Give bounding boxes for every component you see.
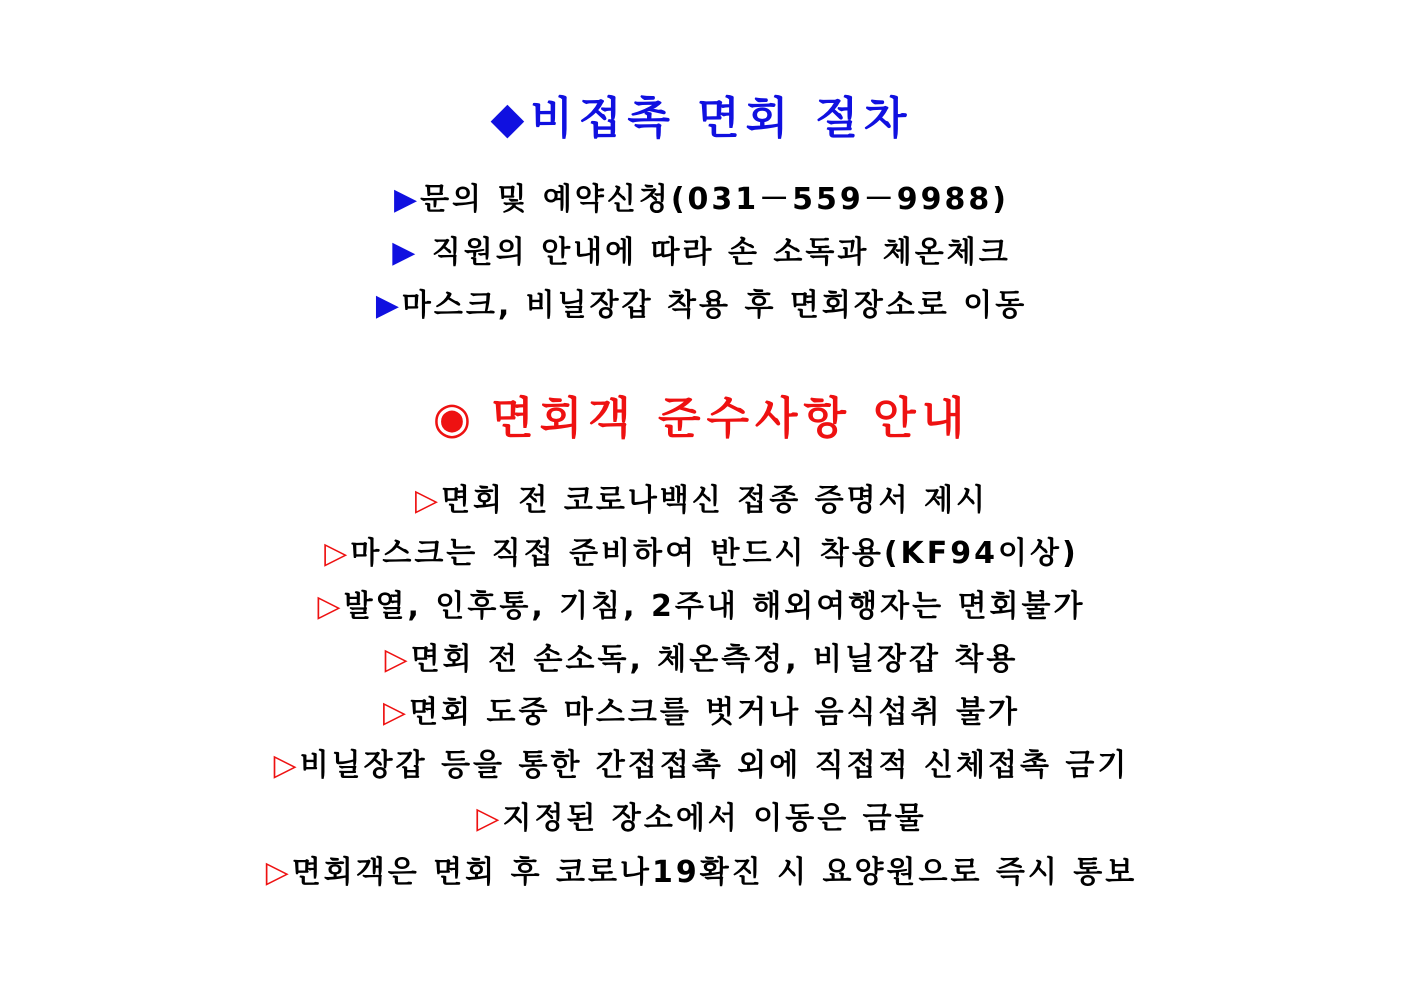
section1-item-3 (0, 286, 1403, 326)
section2-title-text: 면회객 준수사항 안내 (491, 393, 971, 444)
section2-item-5 (0, 693, 1403, 733)
section2-item-8-text: 면회객은 면회 후 코로나19확진 시 요양원으로 즉시 통보 (291, 855, 1138, 890)
section2-item-5-text: 면회 도중 마스크를 벗거나 음식섭취 불가 (409, 695, 1020, 730)
bullseye-icon: ◉ (432, 393, 478, 444)
section2-item-4-text: 면회 전 손소독, 체온측정, 비닐장갑 착용 (410, 642, 1019, 677)
section1-item-1 (0, 180, 1403, 220)
triangle-outline-icon: ▷ (317, 589, 344, 624)
section1-item-1-text: 문의 및 예약신청(031－559－9988) (420, 182, 1009, 217)
triangle-outline-icon: ▷ (383, 695, 410, 730)
triangle-filled-icon: ▶ (375, 288, 402, 323)
triangle-outline-icon: ▷ (324, 536, 351, 571)
section1-title (0, 91, 1403, 147)
section2-item-3-text: 발열, 인후통, 기침, 2주내 해외여행자는 면회불가 (343, 589, 1086, 624)
triangle-outline-icon: ▷ (265, 855, 292, 890)
section2-item-7 (0, 799, 1403, 839)
section2-item-8 (0, 853, 1403, 893)
section2-item-1 (0, 481, 1403, 521)
triangle-filled-icon: ▶ (394, 182, 421, 217)
section2-item-6 (0, 746, 1403, 786)
triangle-outline-icon: ▷ (384, 642, 411, 677)
triangle-filled-icon: ▶ (392, 235, 419, 270)
section2-item-1-text: 면회 전 코로나백신 접종 증명서 제시 (441, 483, 988, 518)
section1-item-2-text: 직원의 안내에 따라 손 소독과 체온체크 (418, 235, 1011, 270)
triangle-outline-icon: ▷ (273, 748, 300, 783)
section2-item-2 (0, 534, 1403, 574)
triangle-outline-icon: ▷ (415, 483, 442, 518)
section2-item-4 (0, 640, 1403, 680)
section1-item-2 (0, 233, 1403, 273)
section1-item-3-text: 마스크, 비닐장갑 착용 후 면회장소로 이동 (401, 288, 1028, 323)
section2-title (0, 391, 1403, 447)
section2-item-3 (0, 587, 1403, 627)
section2-item-2-text: 마스크는 직접 준비하여 반드시 착용(KF94이상) (350, 536, 1079, 571)
section1-title-text: ◆비접촉 면회 절차 (490, 93, 913, 144)
section2-item-6-text: 비닐장갑 등을 통한 간접접촉 외에 직접적 신체접촉 금기 (299, 748, 1130, 783)
triangle-outline-icon: ▷ (476, 801, 503, 836)
section2-item-7-text: 지정된 장소에서 이동은 금물 (502, 801, 927, 836)
